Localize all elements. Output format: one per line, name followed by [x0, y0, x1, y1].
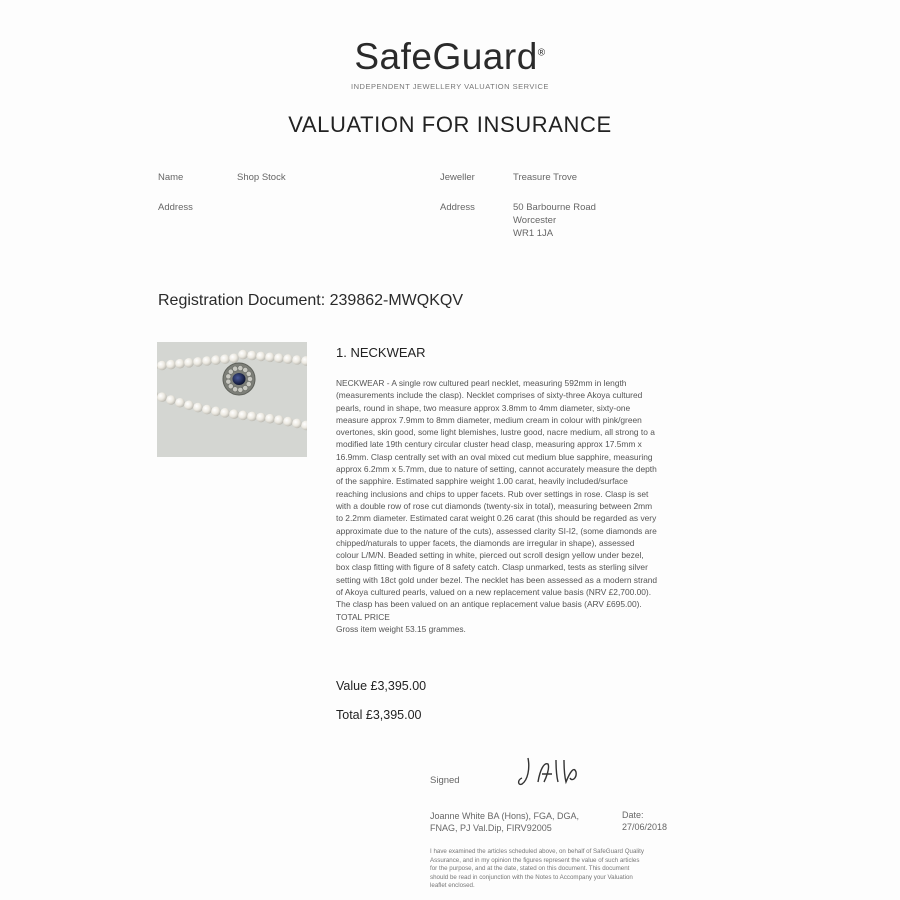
client-address-label: Address — [158, 202, 193, 213]
rose-diamond — [228, 384, 233, 389]
pearl — [292, 419, 302, 429]
jeweller-value: Treasure Trove — [513, 172, 578, 183]
signature — [516, 752, 596, 797]
pearl — [247, 351, 257, 361]
pearl — [166, 395, 176, 405]
pearl — [166, 360, 176, 370]
description-line: modified late 19th century circular cluster head clasp, measuring approx 17.5mm x — [336, 439, 642, 450]
pearl — [265, 414, 275, 424]
jeweller-address-line: Worcester — [513, 215, 557, 226]
footer-statement — [430, 848, 730, 891]
pearl — [247, 412, 257, 422]
client-name-label: Name — [158, 172, 184, 183]
pearl — [238, 350, 248, 360]
rose-diamond — [246, 371, 251, 376]
pearl — [238, 411, 248, 421]
pearl — [229, 354, 239, 364]
registered-mark: ® — [537, 47, 546, 59]
pearl — [292, 355, 302, 365]
pearl — [211, 355, 221, 365]
description-line: measure approx 7.9mm to 8mm diameter, medium cream in colour with pink/green — [336, 414, 642, 425]
pearl-necklace-image — [157, 342, 307, 457]
description-line: of the sapphire. Estimated sapphire weight 1.00 carat, heavily included/surface — [336, 476, 628, 487]
pearl — [220, 408, 230, 418]
description-line: overtones, skin good, some light blemishes, lustre good, nacre medium, all strong to a — [336, 427, 655, 438]
rose-diamond — [238, 365, 243, 370]
pearl — [211, 407, 221, 417]
pearl — [229, 409, 239, 419]
pearl — [274, 415, 284, 425]
pearl — [157, 361, 167, 371]
description-line: colour L/M/N. Beaded setting in white, pierced out scroll design yellow under bezel, — [336, 550, 644, 561]
item-description — [336, 377, 716, 635]
pearl — [184, 400, 194, 410]
rose-diamond — [226, 374, 231, 379]
pearl — [157, 392, 167, 402]
footer-line: for the purpose, and at the date, stated on this document. This document — [430, 865, 630, 872]
description-line: setting with 18ct gold under bezel. The necklet has been assessed as a modern strand — [336, 574, 658, 585]
pearl — [202, 405, 212, 415]
description-line: with a double row of rose cut diamonds (twenty-six in total), measuring between 2mm — [336, 500, 653, 511]
pearl — [265, 353, 275, 363]
document-title: VALUATION FOR INSURANCE — [288, 112, 612, 137]
registration-document: Registration Document: 239862-MWQKQV — [158, 292, 464, 309]
pearl — [175, 359, 185, 369]
rose-diamond — [247, 376, 252, 381]
description-line: reaching inclusions and chips to upper facets. Rub over settings in rose. Clasp is set — [336, 488, 649, 499]
rose-diamond — [232, 366, 237, 371]
description-line: approx 6.2mm x 5.7mm, due to nature of setting, cannot accurately measure the depth — [336, 464, 657, 475]
description-line: to 2.2mm diameter. Estimated carat weight 0.26 carat (this should be regarded as very — [336, 513, 657, 524]
pearl — [193, 403, 203, 413]
pearl — [283, 354, 293, 364]
total-value: Total £3,395.00 — [336, 708, 422, 722]
pearl — [193, 357, 203, 367]
footer-line: should be read in conjunction with the Notes to Accompany your Valuation — [430, 873, 633, 881]
logo-tagline: INDEPENDENT JEWELLERY VALUATION SERVICE — [351, 82, 549, 91]
pearl — [175, 398, 185, 408]
pearl — [256, 352, 266, 362]
description-line: 16.9mm. Clasp centrally set with an oval mixed cut medium blue sapphire, measuring — [336, 451, 653, 462]
rose-diamond — [226, 379, 231, 384]
appraiser-line: Joanne White BA (Hons), FGA, DGA, — [430, 811, 580, 821]
safeguard-logo — [0, 36, 900, 78]
date-value: 27/06/2018 — [622, 822, 668, 832]
footer-line: leaflet enclosed. — [430, 882, 475, 889]
item-value: Value £3,395.00 — [336, 679, 427, 693]
pearl — [274, 353, 284, 363]
pearl — [220, 354, 230, 364]
description-line: NECKWEAR - A single row cultured pearl necklet, measuring 592mm in length — [336, 378, 627, 388]
description-line: of Akoya cultured pearls, valued on a new replacement value basis (NRV £2,700.00). — [336, 587, 652, 598]
pearl — [283, 417, 293, 427]
pearl — [184, 358, 194, 368]
description-line: box clasp fitting with figure of 8 safety catch. Clasp unmarked, tests as sterling silver — [336, 562, 648, 573]
description-line: (measurements include the clasp). Necklet comprises of sixty-three Akoya cultured — [336, 390, 643, 401]
client-name-value: Shop Stock — [237, 172, 286, 183]
signed-label: Signed — [430, 775, 460, 786]
description-line: pearls, round in shape, two measure approx 3.8mm to 4mm diameter, sixty-one — [336, 402, 631, 413]
pearl — [202, 356, 212, 366]
description-line: approximate due to the nature of the cuts), assessed clarity SI-I2, (some diamonds are — [336, 525, 657, 536]
signature-image — [516, 752, 596, 792]
jeweller-label: Jeweller — [440, 172, 475, 183]
necklace-photo — [157, 342, 307, 457]
description-line: chipped/naturals to upper facets, the diamonds are irregular in shape), assessed — [336, 537, 635, 548]
description-line: TOTAL PRICE — [336, 611, 390, 622]
appraiser-credentials — [430, 810, 610, 834]
jeweller-address-line: WR1 1JA — [513, 228, 554, 239]
footer-line: I have examined the articles scheduled above, on behalf of SafeGuard Quality — [430, 848, 644, 855]
date-label: Date: — [622, 810, 644, 820]
description-line: Gross item weight 53.15 grammes. — [336, 623, 466, 634]
logo-text: SafeGuard — [354, 36, 538, 77]
rose-diamond — [238, 387, 243, 392]
footer-line: Assurance, and in my opinion the figures represent the value of such articles — [430, 856, 640, 864]
appraiser-line: FNAG, PJ Val.Dip, FIRV92005 — [430, 823, 552, 833]
description-line: The clasp has been valued on an antique replacement value basis (ARV £695.00). — [336, 599, 642, 610]
rose-diamond — [243, 385, 248, 390]
jeweller-address-line: 50 Barbourne Road — [513, 202, 596, 213]
jeweller-address-label: Address — [440, 202, 475, 213]
item-title: 1. NECKWEAR — [336, 345, 426, 360]
pearl — [256, 413, 266, 423]
